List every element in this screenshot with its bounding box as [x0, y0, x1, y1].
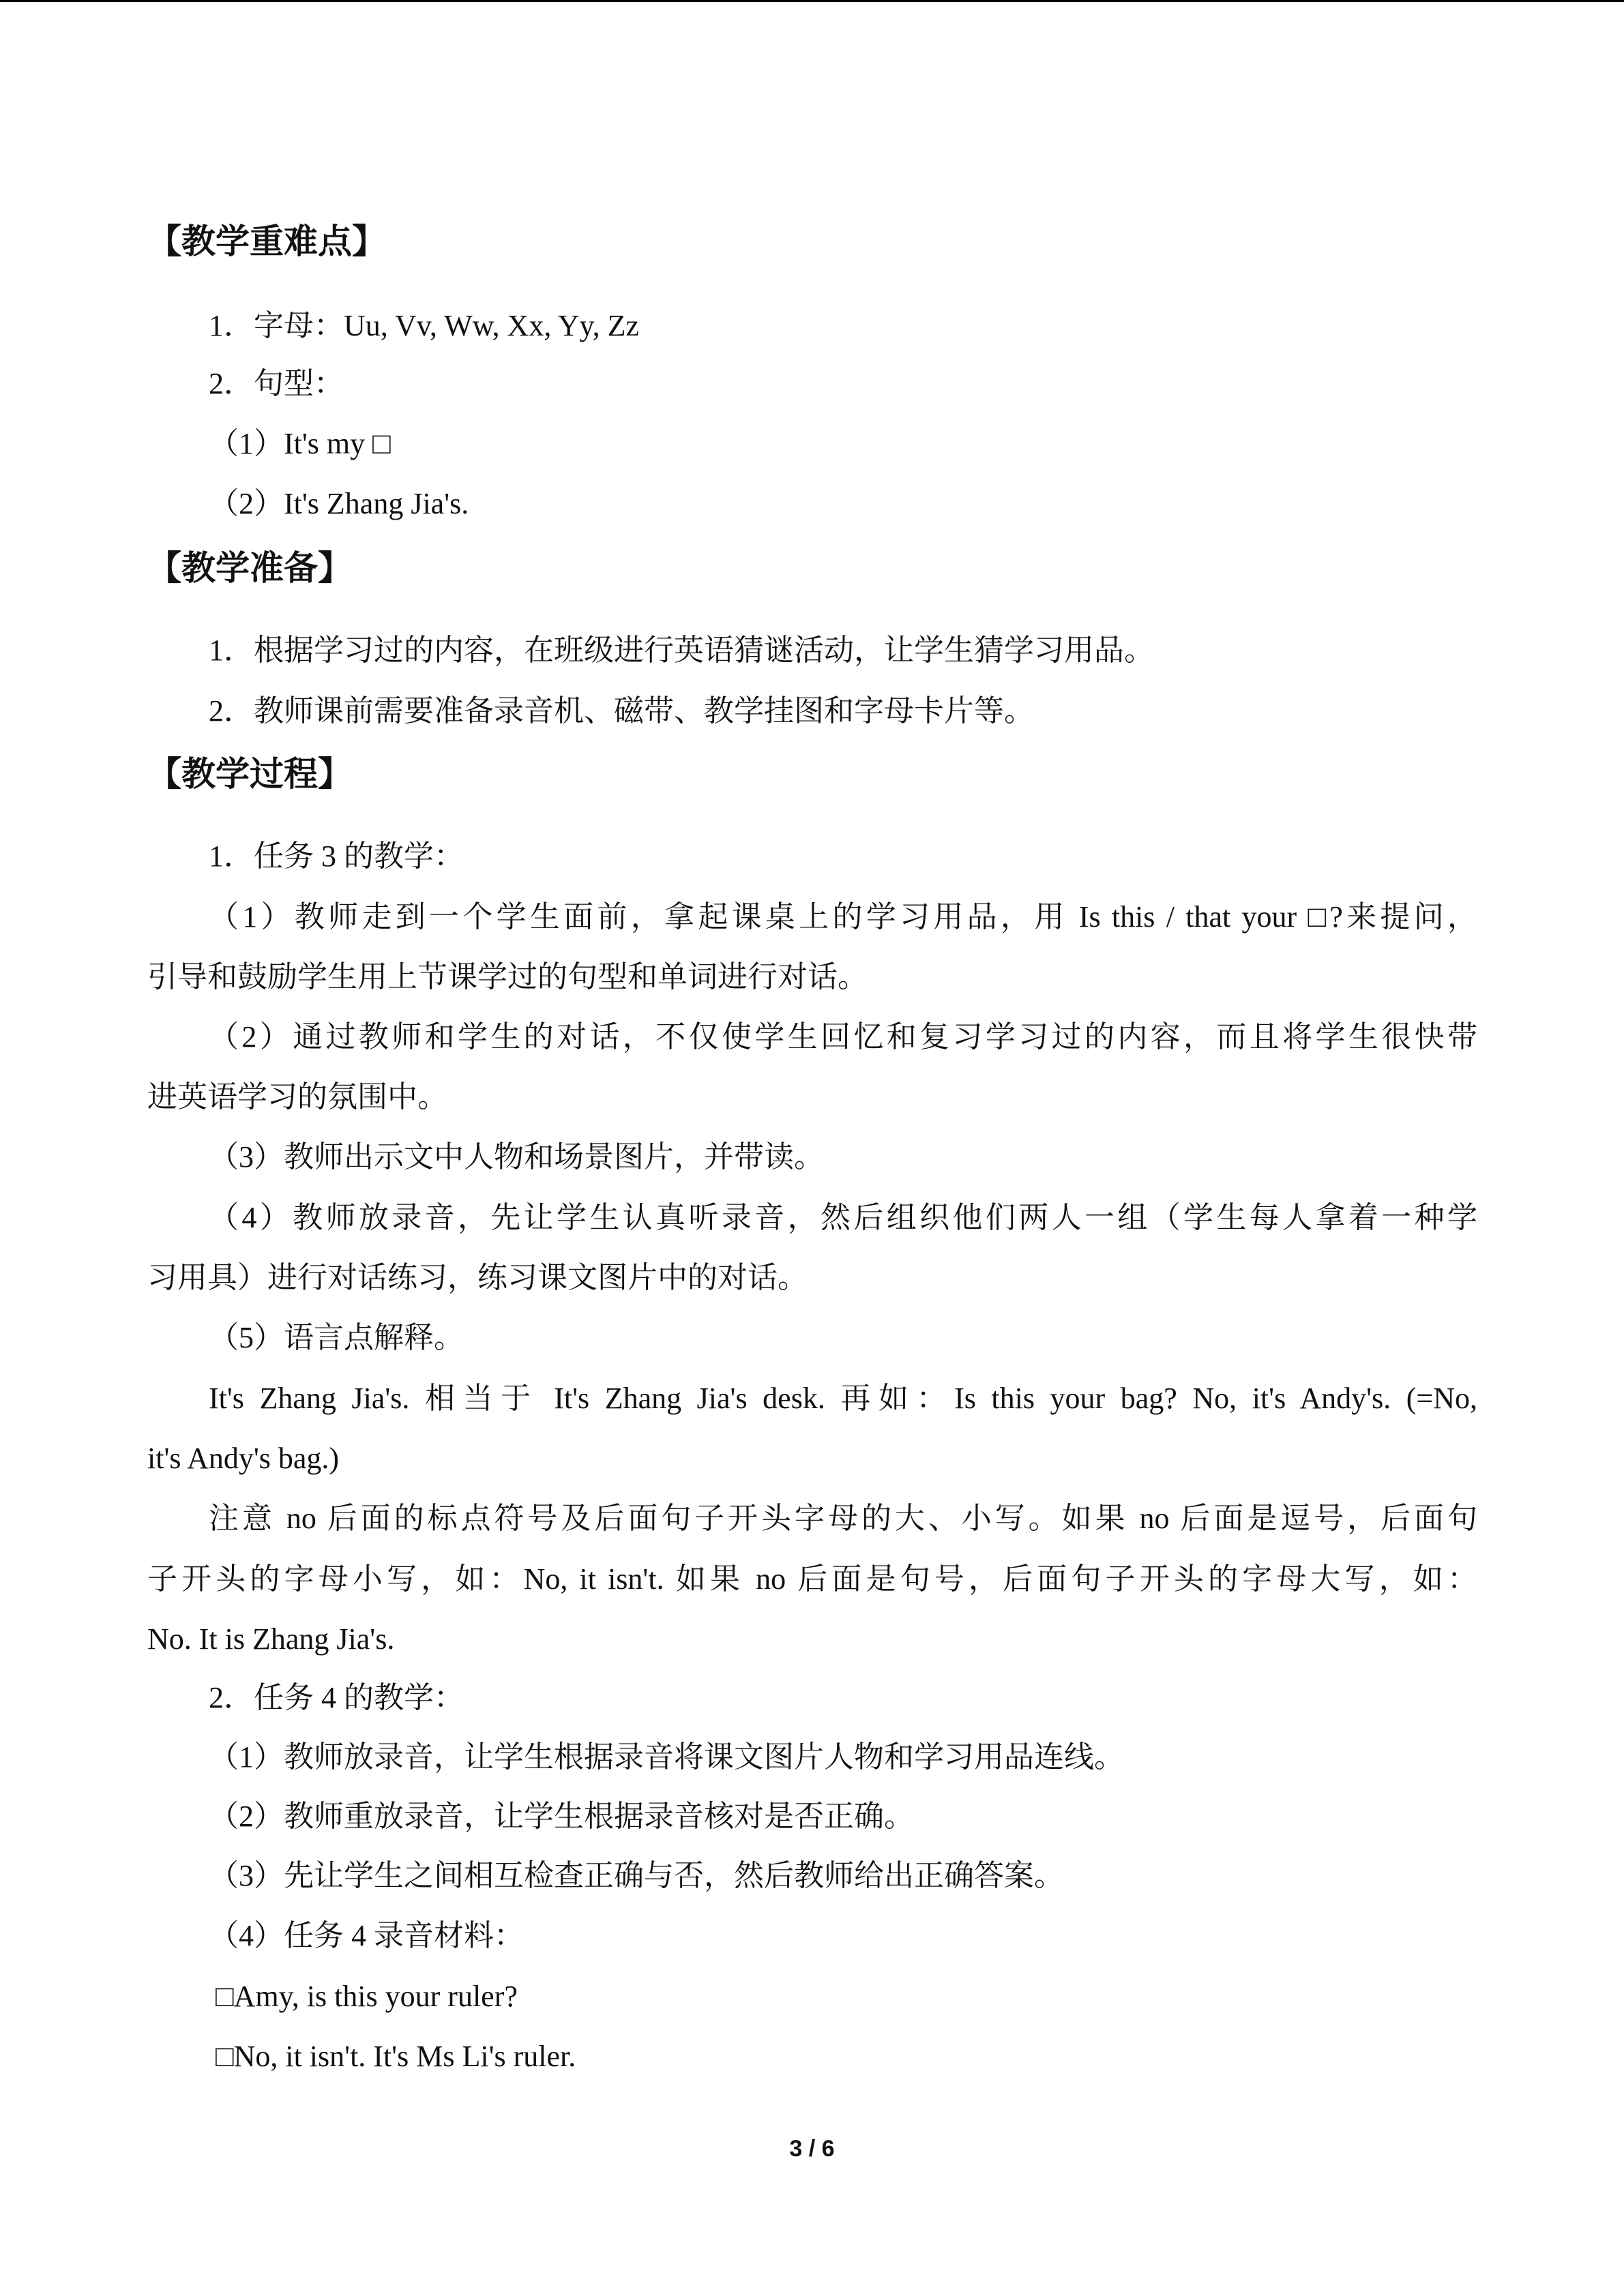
text-line: （2）通过教师和学生的对话，不仅使学生回忆和复习学习过的内容，而且将学生很快带	[209, 1020, 1477, 1054]
text-line: It's Zhang Jia's. 相当于 It's Zhang Jia's desk. 再如：Is this your bag? No, it's Andy's. (=No,	[209, 1382, 1477, 1415]
dialogue-line: □Amy, is this your ruler?	[216, 1980, 518, 2013]
text-line: 2．教师课前需要准备录音机、磁带、教学挂图和字母卡片等。	[209, 694, 1034, 728]
text-line: 1．字母：Uu, Vv, Ww, Xx, Yy, Zz	[209, 309, 640, 342]
text-line: 进英语学习的氛围中。	[147, 1080, 447, 1114]
text-line: No. It is Zhang Jia's.	[147, 1622, 395, 1656]
dialogue-line: □No, it isn't. It's Ms Li's ruler.	[216, 2040, 576, 2073]
text-line: （3）教师出示文中人物和场景图片，并带读。	[209, 1140, 824, 1174]
text-line: 引导和鼓励学生用上节课学过的句型和单词进行对话。	[147, 960, 868, 994]
text-line: （1）教师放录音，让学生根据录音将课文图片人物和学习用品连线。	[209, 1740, 1124, 1774]
text-line: （5）语言点解释。	[209, 1321, 464, 1354]
text-line: （1）It's my □	[209, 427, 391, 460]
text-line: （2）教师重放录音，让学生根据录音核对是否正确。	[209, 1800, 914, 1833]
text-line: 习用具）进行对话练习，练习课文图片中的对话。	[147, 1261, 808, 1294]
text-line: 1．任务 3 的教学：	[209, 839, 464, 873]
page-number: 3 / 6	[789, 2136, 835, 2162]
text-line: （3）先让学生之间相互检查正确与否，然后教师给出正确答案。	[209, 1859, 1064, 1892]
section-heading-preparation: 【教学准备】	[147, 548, 352, 588]
text-line: （1）教师走到一个学生面前，拿起课桌上的学习用品，用 Is this / that your □?来提问，	[209, 900, 1477, 934]
text-line: 子开头的字母小写，如：No, it isn't. 如果 no 后面是句号，后面句子开头的字母大写，如：	[147, 1562, 1477, 1596]
text-line: 注意 no 后面的标点符号及后面句子开头字母的大、小写。如果 no 后面是逗号，后面句	[209, 1502, 1477, 1535]
text-line: （4）教师放录音，先让学生认真听录音，然后组织他们两人一组（学生每人拿着一种学	[209, 1201, 1477, 1234]
text-line: 2．句型：	[209, 367, 344, 400]
section-heading-process: 【教学过程】	[147, 754, 352, 794]
text-line: it's Andy's bag.)	[147, 1442, 340, 1475]
text-line: （4）任务 4 录音材料：	[209, 1919, 524, 1952]
text-line: （2）It's Zhang Jia's.	[209, 487, 469, 520]
text-line: 1．根据学习过的内容，在班级进行英语猜谜活动，让学生猜学习用品。	[209, 633, 1154, 667]
section-heading-key-points: 【教学重难点】	[147, 222, 386, 261]
text-line: 2．任务 4 的教学：	[209, 1681, 464, 1714]
